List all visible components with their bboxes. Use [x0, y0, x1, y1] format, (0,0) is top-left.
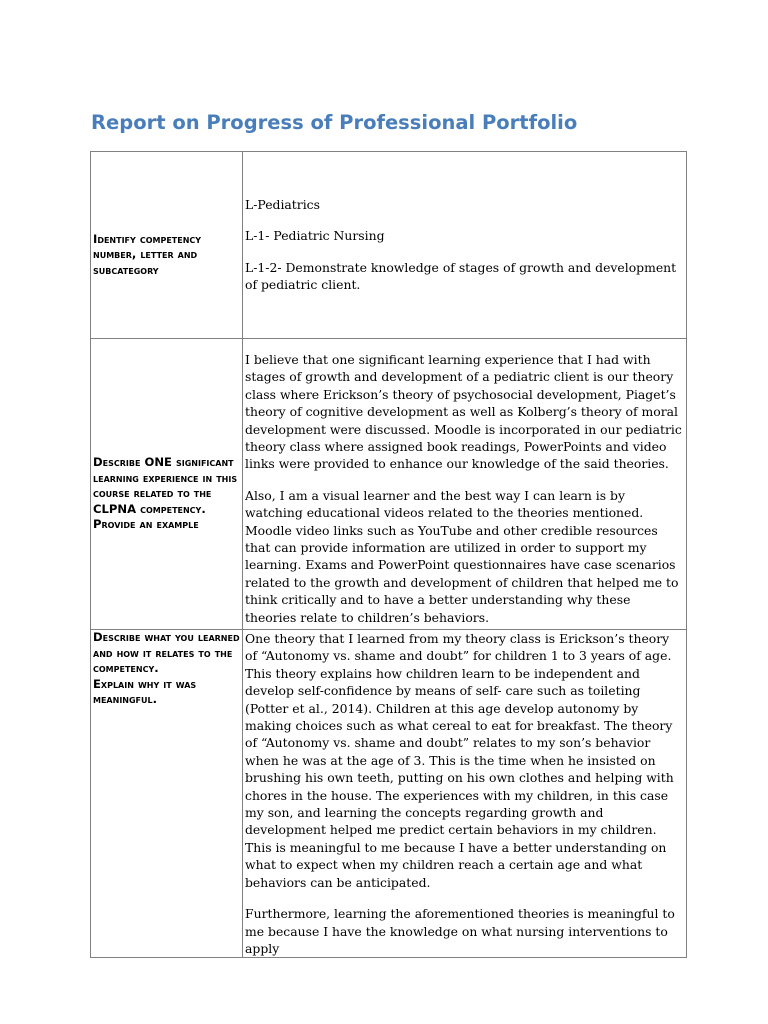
row-content-cell	[243, 630, 687, 958]
row-label-text: Provide an example	[93, 517, 199, 532]
row-label-text: Describe ONE significant learning experience in this course related to the CLPNA competency.	[93, 455, 238, 516]
content-paragraph: Furthermore, learning the aforementioned theories is meaningful to me because I have the knowledge on what nursing interventions to apply	[245, 906, 675, 956]
row-label-text: Identify competency number, letter and subcategory	[93, 231, 202, 277]
table-row	[91, 152, 687, 339]
page-title: Report on Progress of Professional Portfolio	[91, 111, 578, 134]
row-label-text: Describe what you learned and how it relates to the competency.	[93, 630, 240, 675]
content-paragraph: One theory that I learned from my theory class is Erickson’s theory of “Autonomy vs. shame and doubt” for children 1 to 3 years of age. This theory explains how children learn to be independent and develop self-confidence by means of self- care such as toileting (Potter et al., 2014). Children at this age develop autonomy by making choices such as what cereal to eat for breakfast. The theory of “Autonomy vs. shame and doubt” relates to my son’s behavior when he was at the age of 3. This is the time when he insisted on brushing his own teeth, putting on his own clothes and helping with chores in the house. The experiences with my children, in this case my son, and learning the concepts regarding growth and development helped me predict certain behaviors in my children. This is meaningful to me because I have a better understanding on what to expect when my children reach a certain age and what behaviors can be anticipated.	[245, 631, 674, 890]
content-paragraph: I believe that one significant learning experience that I had with stages of growth and development of a pediatric client is our theory class where Erickson’s theory of psychosocial development, Piaget’s theory of cognitive development as well as Kolberg’s theory of moral development were discussed. Moodle is incorporated in our pediatric theory class where assigned book readings, PowerPoints and video links were provided to enhance our knowledge of the said theories.	[245, 352, 682, 472]
content-paragraph: L-1-2- Demonstrate knowledge of stages of growth and development of pediatric client.	[245, 259, 677, 293]
report-table	[90, 151, 687, 958]
row-content-cell	[243, 152, 687, 339]
row-label-cell	[91, 339, 243, 630]
content-paragraph: L-1- Pediatric Nursing	[245, 228, 385, 244]
content-paragraph: L-Pediatrics	[245, 197, 320, 212]
row-label-text: Explain why it was meaningful.	[93, 676, 197, 706]
row-label-cell	[91, 152, 243, 339]
row-label-cell	[91, 630, 243, 958]
row-content-cell	[243, 339, 687, 630]
table-row	[91, 630, 687, 958]
table-row	[91, 339, 687, 630]
content-paragraph: Also, I am a visual learner and the best way I can learn is by watching educational videos related to the theories mentioned. Moodle video links such as YouTube and other credible resources that can provide information are utilized in order to support my learning. Exams and PowerPoint questionnaires have case scenarios related to the growth and development of children that helped me to think critically and to have a better understanding why these theories relate to children’s behaviors.	[245, 487, 679, 625]
